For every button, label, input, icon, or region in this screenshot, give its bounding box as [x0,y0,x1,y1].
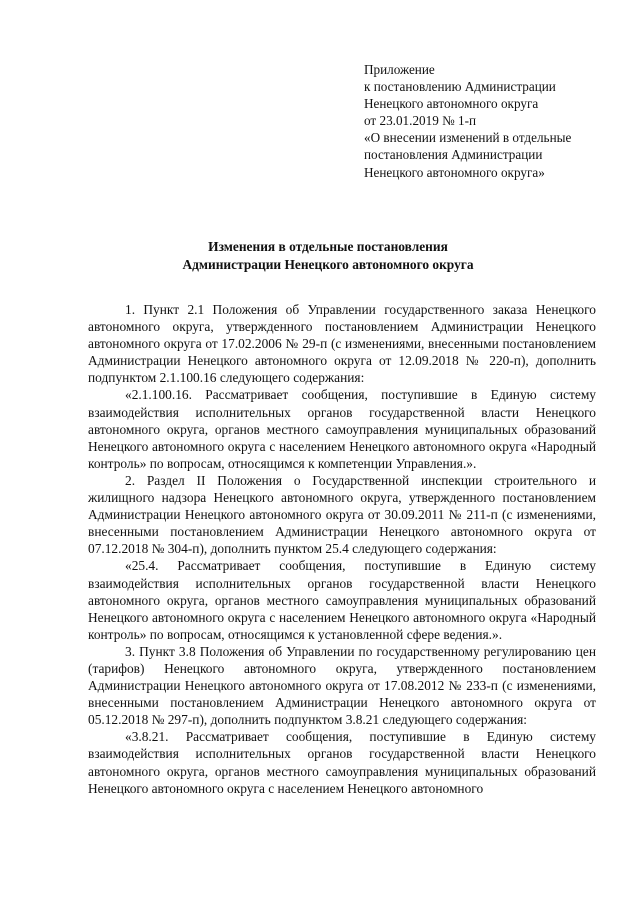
document-title [60,238,596,273]
title-line: Изменения в отдельные постановления [208,239,448,254]
title-line: Администрации Ненецкого автономного округа [182,256,474,272]
appendix-line: к постановлению Администрации [364,79,556,95]
paragraph-2: 2. Раздел II Положения о Государственной инспекции строительного и жилищного надзора Ненецкого автономного округа, утвержденного постановлением Администрации Ненецкого автономного округа от 30.09.2011 № 211-п (с изменениями, внесенными постановлением Администрации Ненецкого автономного округа от 07.12.2018 № 304-п), дополнить пунктом 25.4 следующего содержания: [88,472,596,557]
appendix-line: Ненецкого автономного округа [364,96,539,112]
paragraph-3: 3. Пункт 3.8 Положения об Управлении по государственному регулированию цен (тарифов) Ненецкого автономного округа, утвержденного постановлением Администрации Ненецкого автономного округа от 17.08.2012 № 233-п (с изменениями, внесенными постановлением Администрации Ненецкого автономного округа от 05.12.2018 № 297-п), дополнить подпунктом 3.8.21 следующего содержания: [88,643,596,728]
appendix-block [364,61,634,181]
appendix-line: постановления Администрации [364,147,543,163]
document-body [88,301,596,797]
paragraph-2-quote: «25.4. Рассматривает сообщения, поступившие в Единую систему взаимодействия исполнительных органов государственной власти Ненецкого автономного округа, органов местного самоуправления муниципальных образований Ненецкого автономного округа с населением Ненецкого автономного округа «Народный контроль» по вопросам, относящимся к установленной сфере ведения.». [88,558,596,642]
appendix-line: Ненецкого автономного округа» [364,164,545,180]
paragraph-3-quote: «3.8.21. Рассматривает сообщения, поступившие в Единую систему взаимодействия исполнительных органов государственной власти Ненецкого автономного округа, органов местного самоуправления муниципальных образований Ненецкого автономного округа с населением Ненецкого автономного [88,729,596,796]
appendix-line: «О внесении изменений в отдельные [364,130,572,146]
paragraph-1-quote: «2.1.100.16. Рассматривает сообщения, поступившие в Единую систему взаимодействия исполнительных органов государственной власти Ненецкого автономного округа, органов местного самоуправления муниципальных образований Ненецкого автономного округа с населением Ненецкого автономного округа «Народный контроль» по вопросам, относящимся к компетенции Управления.». [88,387,596,471]
paragraph-1: 1. Пункт 2.1 Положения об Управлении государственного заказа Ненецкого автономного округа, утвержденного постановлением Администрации Ненецкого автономного округа от 17.02.2006 № 29-п (с изменениями, внесенными постановлением Администрации Ненецкого автономного округа от 12.09.2018 № 220-п), дополнить подпунктом 2.1.100.16 следующего содержания: [88,302,596,386]
appendix-line: от 23.01.2019 № 1-п [364,113,477,129]
appendix-line: Приложение [364,62,435,77]
